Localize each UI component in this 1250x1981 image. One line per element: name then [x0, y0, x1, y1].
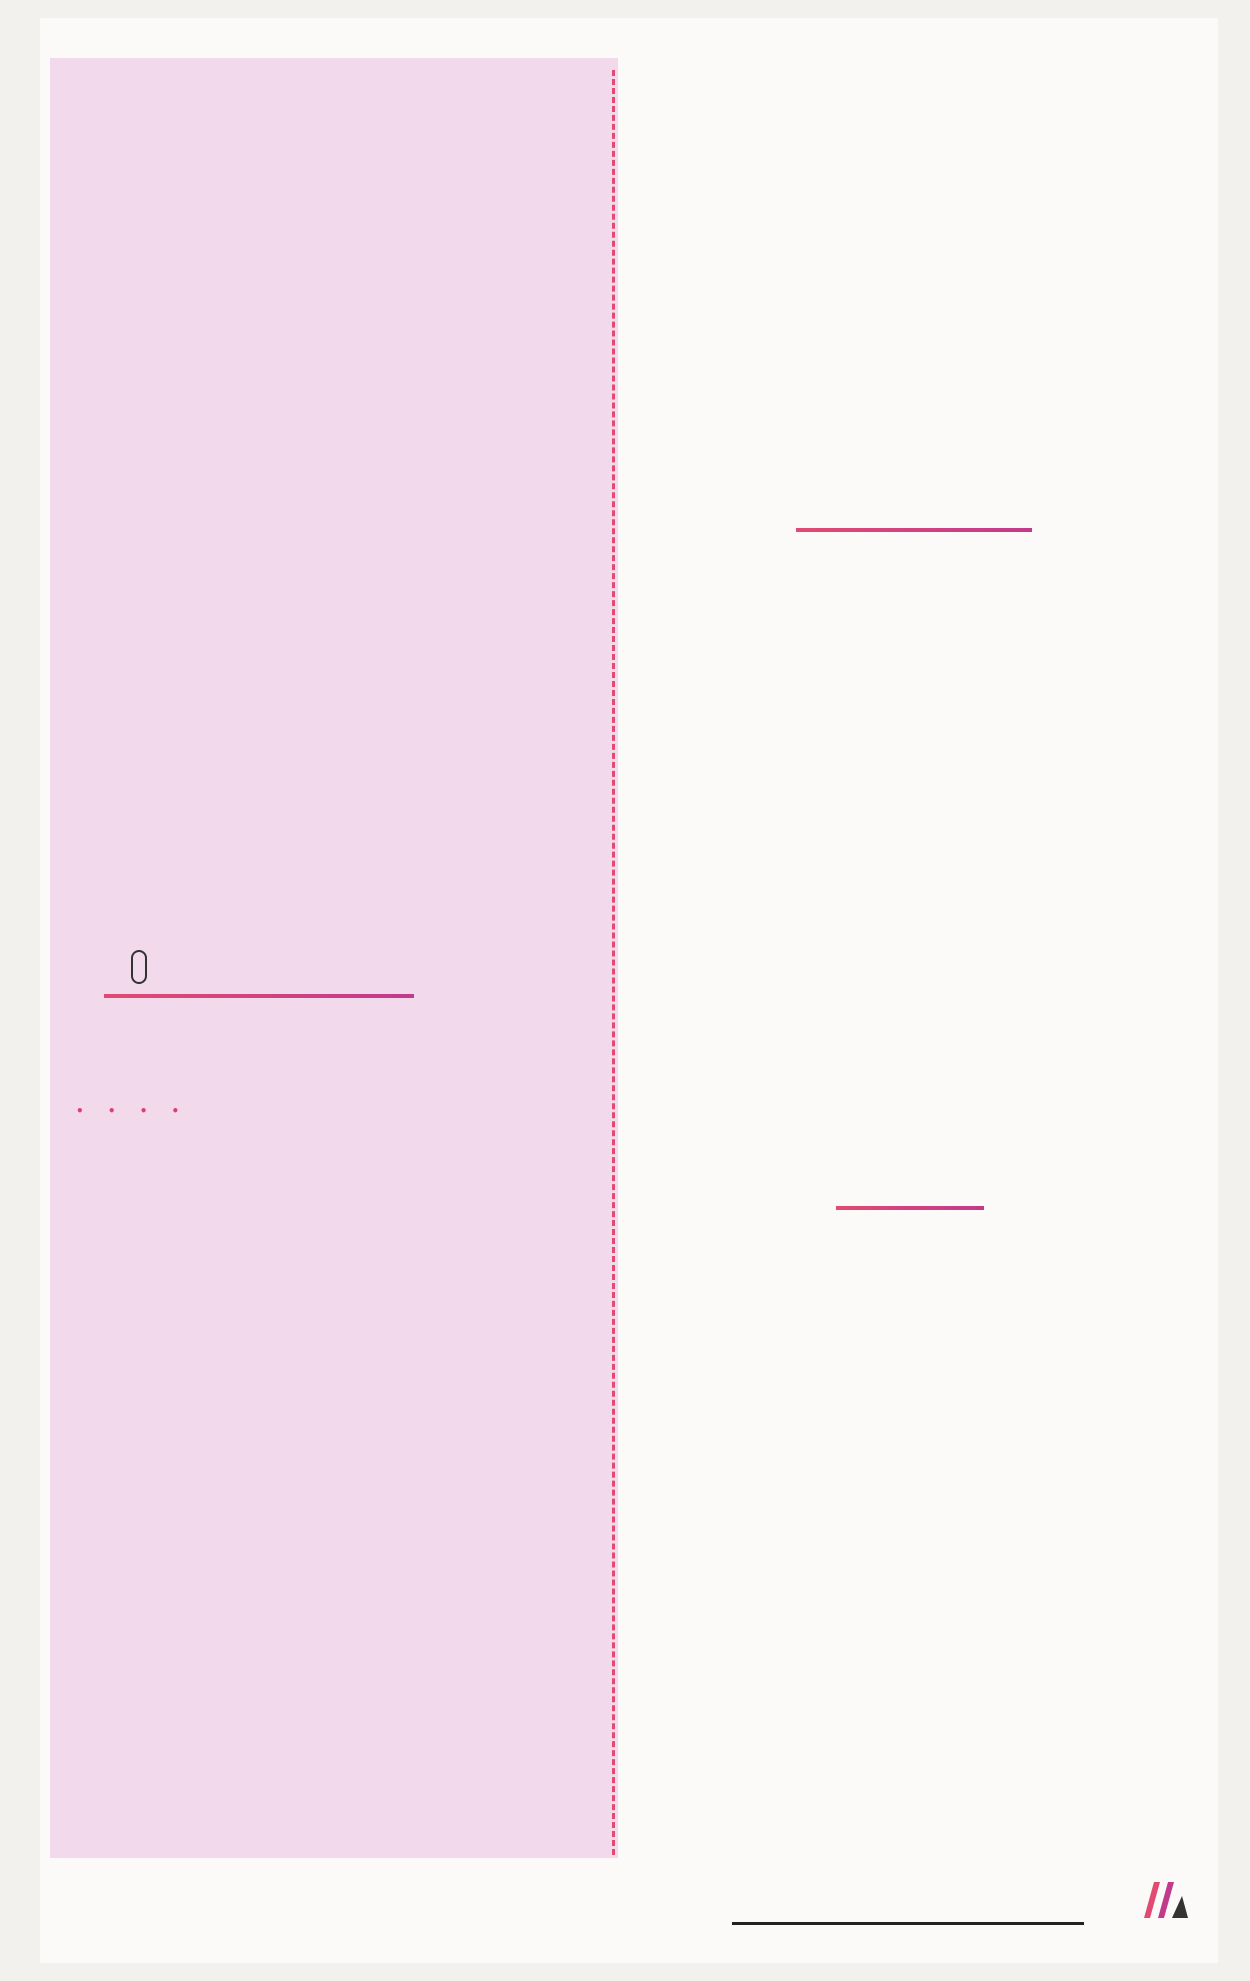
q1	[50, 1000, 54, 1054]
section-7-underline	[104, 994, 414, 998]
column-divider	[612, 70, 615, 1855]
q3	[50, 1324, 54, 1378]
oral-heading-underline	[796, 528, 1032, 532]
q2	[50, 1162, 54, 1216]
page-corner-icon	[1140, 1878, 1192, 1922]
section-7-heading	[110, 948, 147, 983]
footer-rule	[732, 1922, 1084, 1925]
yuwen-heading-underline	[836, 1206, 984, 1210]
q4	[50, 1486, 54, 1540]
section-subtitle	[131, 950, 147, 984]
